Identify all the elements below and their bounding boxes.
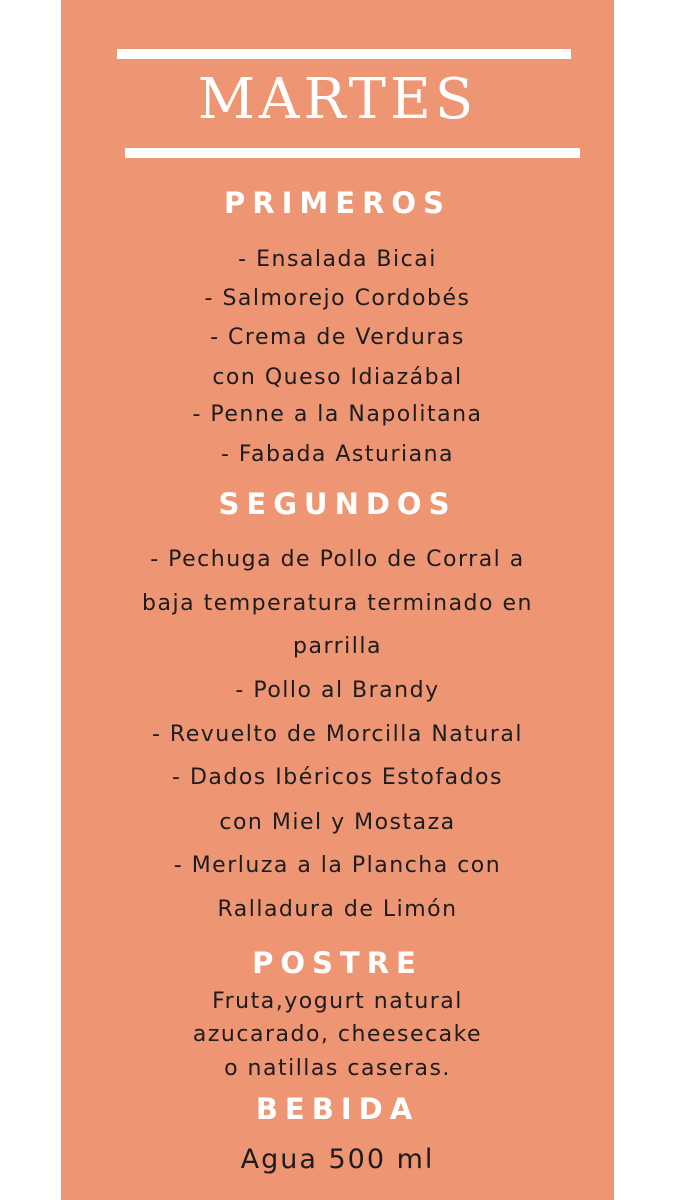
primeros-item: - Ensalada Bicai: [238, 247, 437, 272]
segundos-item: parrilla: [293, 634, 382, 659]
postre-line: Fruta,yogurt natural: [212, 989, 463, 1014]
menu-card: [61, 0, 614, 1200]
primeros-item: - Crema de Verduras: [210, 325, 465, 350]
bottom-divider: [125, 148, 580, 158]
postre-heading: POSTRE: [252, 946, 423, 980]
segundos-heading: SEGUNDOS: [218, 487, 457, 521]
segundos-item: - Dados Ibéricos Estofados: [172, 765, 503, 790]
segundos-item: baja temperatura terminado en: [142, 591, 533, 616]
primeros-heading: PRIMEROS: [224, 186, 451, 220]
segundos-item: - Revuelto de Morcilla Natural: [151, 722, 523, 747]
bebida-heading: BEBIDA: [255, 1092, 420, 1126]
postre-line: azucarado, cheesecake: [192, 1022, 483, 1047]
segundos-item: - Pechuga de Pollo de Corral a: [150, 547, 525, 572]
segundos-item: - Merluza a la Plancha con: [173, 853, 502, 878]
bebida-text: Agua 500 ml: [240, 1144, 435, 1175]
primeros-item: con Queso Idiazábal: [212, 365, 463, 390]
segundos-item: Ralladura de Limón: [217, 897, 458, 922]
segundos-item: con Miel y Mostaza: [219, 810, 456, 835]
top-divider: [117, 49, 571, 59]
primeros-item: - Fabada Asturiana: [220, 442, 455, 467]
segundos-item: - Pollo al Brandy: [235, 678, 440, 703]
primeros-item: - Penne a la Napolitana: [192, 402, 483, 427]
postre-line: o natillas caseras.: [224, 1056, 451, 1081]
day-title: MARTES: [197, 67, 478, 132]
primeros-item: - Salmorejo Cordobés: [204, 286, 471, 311]
